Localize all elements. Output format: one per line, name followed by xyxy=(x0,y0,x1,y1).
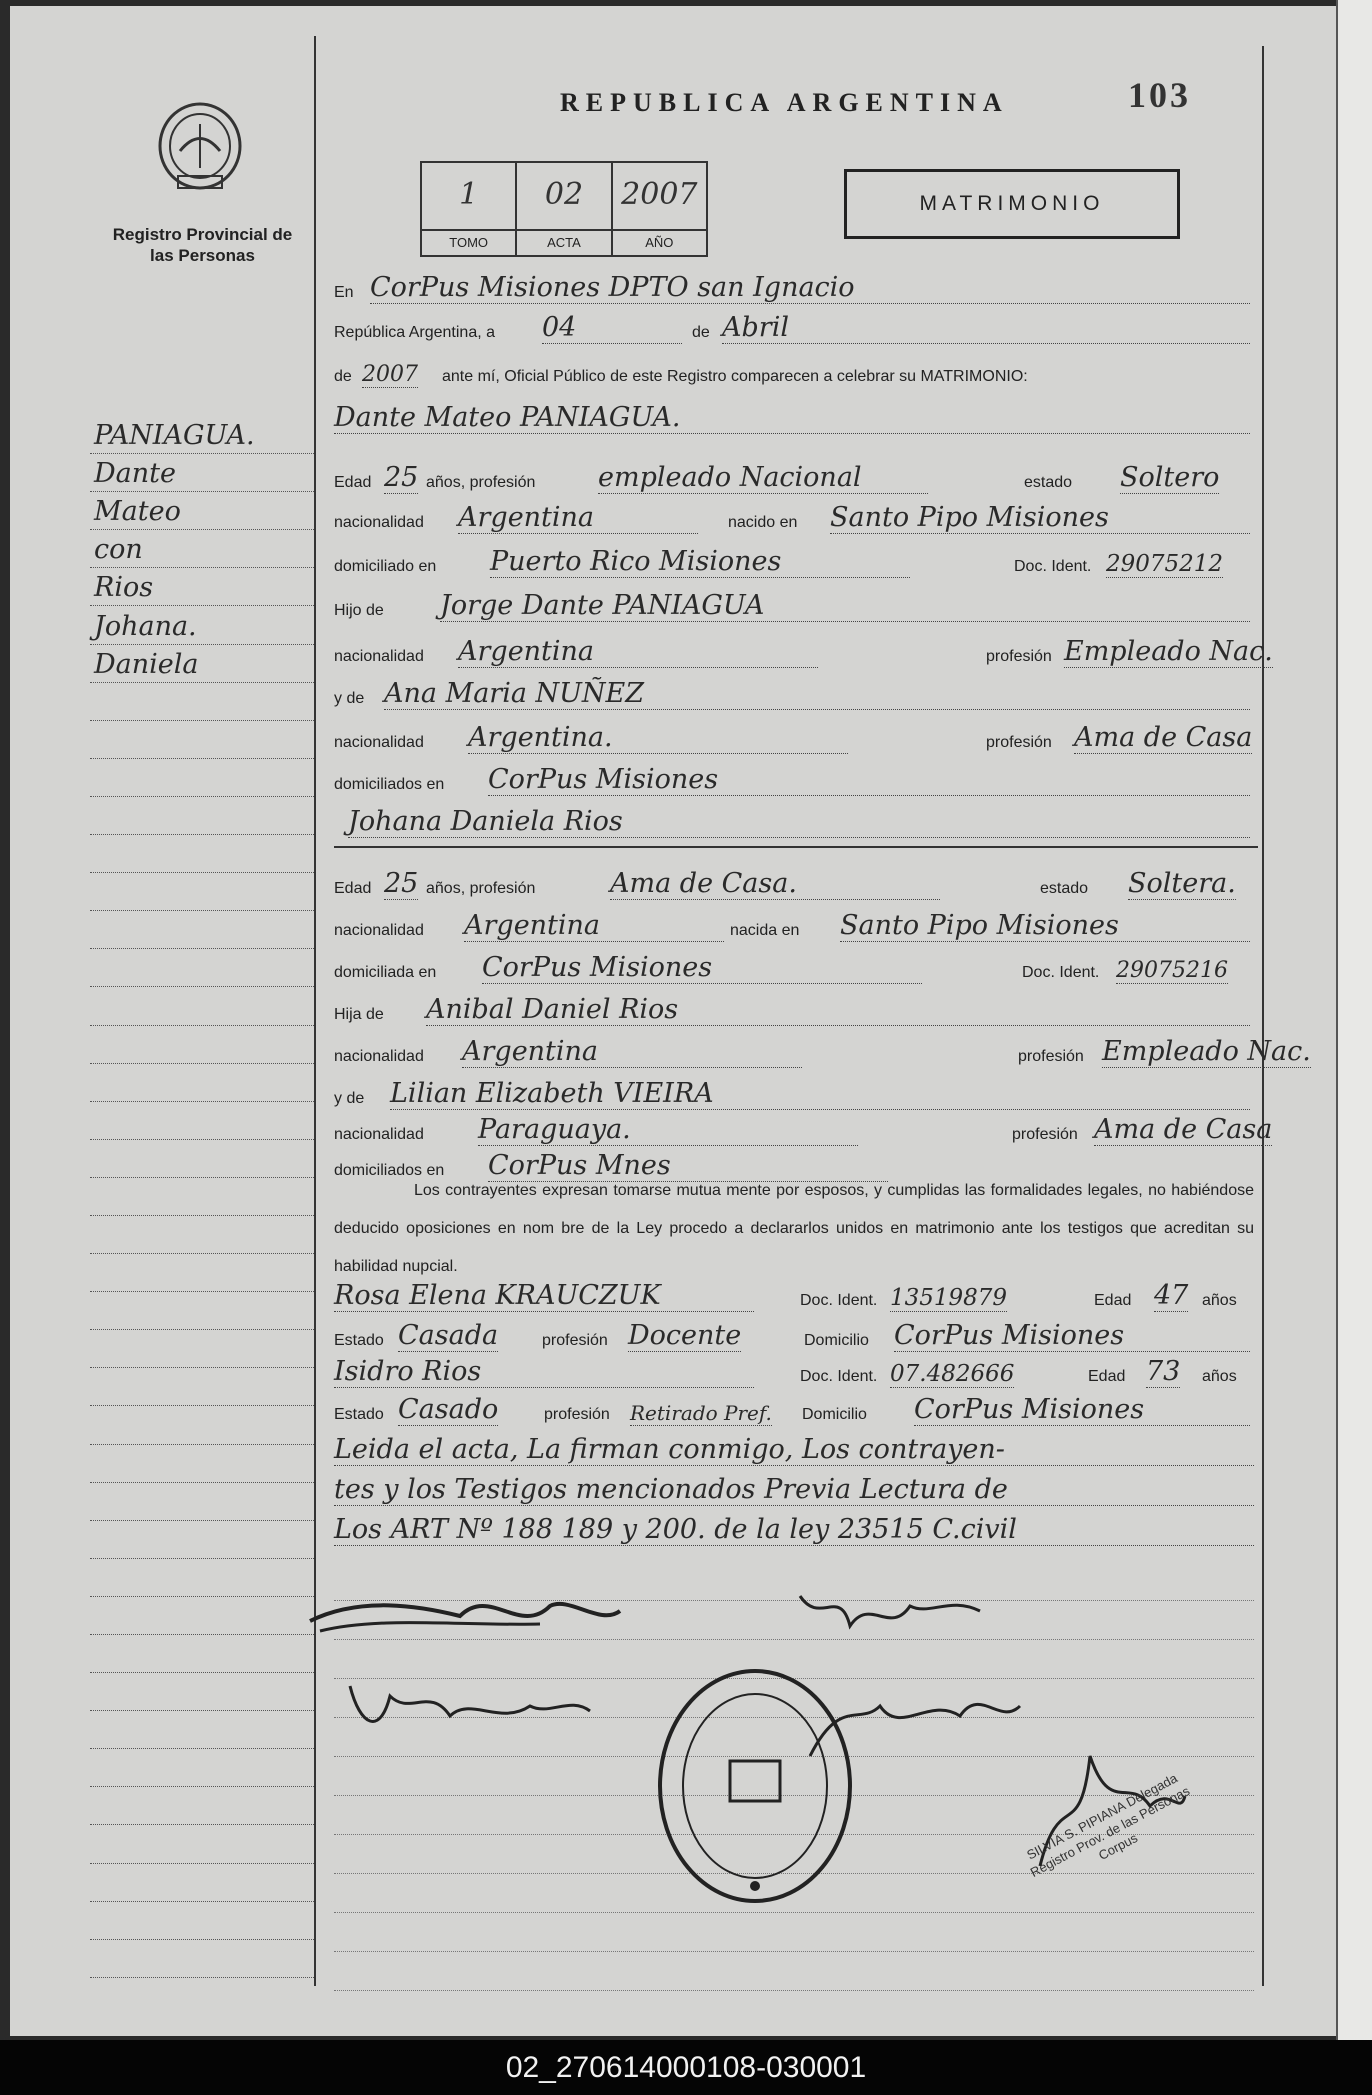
c2-madre: Lilian Elizabeth VIEIRA xyxy=(390,1078,1250,1110)
margin-line-item xyxy=(90,1902,314,1940)
signature-testigo-1 xyxy=(340,1666,600,1756)
t2-domicilio-label: Domicilio xyxy=(802,1406,867,1423)
margin-name: Johana. xyxy=(94,610,197,642)
row-c2-edad xyxy=(334,864,1260,904)
margin-name: Daniela xyxy=(94,648,199,680)
c1-domicilio: Puerto Rico Misiones xyxy=(490,546,910,578)
tomo-cell xyxy=(422,163,517,255)
margin-line-item xyxy=(90,1787,314,1825)
anio-value: 2007 xyxy=(362,362,418,387)
t1-domicilio-label: Domicilio xyxy=(804,1332,869,1349)
margin-line-item xyxy=(90,683,314,721)
c2-yde-label: y de xyxy=(334,1090,365,1107)
t1-anos-label: años xyxy=(1202,1292,1237,1309)
intro-text: ante mí, Oficial Público de este Registro comparecen a celebrar su MATRIMONIO: xyxy=(442,368,1028,385)
c1-dom-padres: CorPus Misiones xyxy=(488,764,1250,796)
margin-line-item xyxy=(90,835,314,873)
t2-doc-label: Doc. Ident. xyxy=(800,1368,878,1385)
margin-line-item xyxy=(90,1749,314,1787)
margin-line-item xyxy=(90,1216,314,1254)
row-cierre-1 xyxy=(334,1430,1260,1470)
row-c2-dom xyxy=(334,948,1260,988)
c1-nacido-label: nacido en xyxy=(728,514,798,531)
c2-nacida: Santo Pipo Misiones xyxy=(840,910,1250,942)
t2-edad: 73 xyxy=(1146,1356,1181,1387)
margin-line-item xyxy=(90,1445,314,1483)
acta-value: 02 xyxy=(544,177,584,212)
margin-line-item xyxy=(90,949,314,987)
row-c1-dom xyxy=(334,542,1260,582)
c1-madre: Ana Maria NUÑEZ xyxy=(384,678,1250,710)
signature-contrayente-1 xyxy=(300,1566,640,1656)
c2-padre-prof-label: profesión xyxy=(1018,1048,1084,1065)
row-c1-madre-nac xyxy=(334,718,1260,758)
tomo-label: TOMO xyxy=(422,229,515,255)
row-c1-dom-padres xyxy=(334,760,1260,800)
t2-nombre: Isidro Rios xyxy=(334,1356,754,1388)
row-c2-nombre xyxy=(334,802,1260,842)
margin-line-item xyxy=(90,1102,314,1140)
margin-line-item xyxy=(90,492,314,530)
c2-nac-label: nacionalidad xyxy=(334,922,424,939)
c2-profesion-label: años, profesión xyxy=(426,880,536,897)
c1-profesion-label: años, profesión xyxy=(426,474,536,491)
row-c1-padre xyxy=(334,586,1260,626)
margin-line-item xyxy=(90,721,314,759)
c1-madre-prof: Ama de Casa xyxy=(1074,722,1253,753)
row-t2-nombre xyxy=(334,1352,1260,1392)
margin-name: Rios xyxy=(94,572,154,604)
margin-line-item xyxy=(90,1368,314,1406)
margin-name: Mateo xyxy=(94,496,181,528)
c1-madre-nac: Argentina. xyxy=(468,722,848,754)
c2-madre-nac: Paraguaya. xyxy=(478,1114,858,1146)
c2-nombre: Johana Daniela Rios xyxy=(348,806,1250,838)
official-round-stamp xyxy=(650,1661,860,1911)
c1-yde-label: y de xyxy=(334,690,365,707)
row-fecha xyxy=(334,308,1260,348)
margin-line-item xyxy=(90,1940,314,1978)
t2-doc: 07.482666 xyxy=(890,1361,1015,1387)
c2-doc-label: Doc. Ident. xyxy=(1022,964,1100,981)
right-border-line xyxy=(1262,46,1264,1986)
en-label: En xyxy=(334,284,354,301)
tomo-value: 1 xyxy=(459,177,479,212)
margin-line-item xyxy=(90,911,314,949)
c2-doc: 29075216 xyxy=(1116,958,1228,983)
mes-value: Abril xyxy=(722,312,1250,344)
c1-estado-label: estado xyxy=(1024,474,1073,491)
oficial-stamp-text: SILVIA S. PIPIANA Delegada Registro Prov. de las Personas Corpus xyxy=(1024,1770,1193,1880)
margin-line-item xyxy=(90,1406,314,1444)
c1-dom-label: domiciliado en xyxy=(334,558,437,575)
c2-padre-nac-label: nacionalidad xyxy=(334,1048,424,1065)
c1-nombre: Dante Mateo PANIAGUA. xyxy=(334,402,1250,434)
c2-hija-label: Hija de xyxy=(334,1006,384,1023)
ano-value: 2007 xyxy=(621,177,698,212)
row-cierre-3 xyxy=(334,1510,1260,1550)
c1-nacionalidad: Argentina xyxy=(458,502,698,534)
c2-nacionalidad: Argentina xyxy=(464,910,724,942)
t2-profesion-label: profesión xyxy=(544,1406,610,1423)
c1-madre-prof-label: profesión xyxy=(986,734,1052,751)
t1-estado-label: Estado xyxy=(334,1332,384,1349)
cierre-line: tes y los Testigos mencionados Previa Lectura de xyxy=(334,1474,1254,1506)
row-c1-edad xyxy=(334,458,1260,498)
margin-line-item xyxy=(90,759,314,797)
t1-doc-label: Doc. Ident. xyxy=(800,1292,878,1309)
c1-edad-label: Edad xyxy=(334,474,372,491)
c2-madre-prof: Ama de Casa xyxy=(1094,1114,1273,1145)
margin-name: PANIAGUA. xyxy=(94,420,255,452)
declaracion-text: Los contrayentes expresan tomarse mutua mente por esposos, y cumplidas las formalidades legales, no habiéndose deducido oposiciones en nom bre de la Ley procedo a declararlos unidos en matrimonio ante los testigos que acreditan su habilidad nupcial. xyxy=(334,1182,1254,1275)
t1-estado: Casada xyxy=(398,1320,499,1351)
t1-edad: 47 xyxy=(1154,1280,1189,1311)
margin-line-item xyxy=(90,454,314,492)
t1-profesion: Docente xyxy=(628,1320,742,1351)
margin-line-item xyxy=(90,1292,314,1330)
ano-label: AÑO xyxy=(613,229,706,255)
registro-label: Registro Provincial de las Personas xyxy=(112,225,293,265)
c2-profesion: Ama de Casa. xyxy=(610,868,940,900)
t2-edad-label: Edad xyxy=(1088,1368,1126,1385)
t1-domicilio: CorPus Misiones xyxy=(894,1320,1250,1352)
margin-line-item xyxy=(90,1330,314,1368)
t1-doc: 13519879 xyxy=(890,1285,1008,1311)
row-c2-madre-nac xyxy=(334,1110,1273,1150)
t2-anos-label: años xyxy=(1202,1368,1237,1385)
dia-value: 04 xyxy=(542,312,682,344)
acta-label: ACTA xyxy=(517,229,610,255)
margin-line-item xyxy=(90,530,314,568)
margin-line-item xyxy=(90,1254,314,1292)
margin-line-item xyxy=(90,568,314,606)
c2-padre: Anibal Daniel Rios xyxy=(426,994,1250,1026)
c2-estado-label: estado xyxy=(1040,880,1089,897)
image-filename-footer: 02_270614000108-030001 xyxy=(0,2040,1372,2095)
row-cierre-2 xyxy=(334,1470,1260,1510)
t1-edad-label: Edad xyxy=(1094,1292,1132,1309)
tomo-acta-ano-box xyxy=(420,161,708,257)
row-c2-padre-nac xyxy=(334,1032,1311,1072)
row-c2-nac xyxy=(334,906,1260,946)
c2-padre-nac: Argentina xyxy=(462,1036,802,1068)
margin-line-item xyxy=(90,606,314,644)
row-anio xyxy=(334,352,1260,392)
margin-line-item xyxy=(90,1673,314,1711)
margin-line-item xyxy=(90,1521,314,1559)
margin-line xyxy=(314,36,316,1986)
t2-estado: Casado xyxy=(398,1394,499,1425)
c2-dom-padres: CorPus Mnes xyxy=(488,1150,888,1182)
c2-madre-nac-label: nacionalidad xyxy=(334,1126,424,1143)
margin-line-item xyxy=(90,1825,314,1863)
c1-padre-nac-label: nacionalidad xyxy=(334,648,424,665)
margin-line-item xyxy=(90,1178,314,1216)
c1-padre-nac: Argentina xyxy=(458,636,818,668)
c1-profesion: empleado Nacional xyxy=(598,462,928,494)
folio-number: 103 xyxy=(1128,75,1191,115)
contrayentes-separator xyxy=(334,846,1258,848)
margin-line-item xyxy=(90,987,314,1025)
signature-contrayente-2 xyxy=(790,1576,990,1656)
c2-dom-padres-label: domiciliados en xyxy=(334,1162,445,1179)
row-c2-madre xyxy=(334,1074,1260,1114)
de2-label: de xyxy=(334,368,352,385)
t1-nombre: Rosa Elena KRAUCZUK xyxy=(334,1280,754,1312)
margin-line-item xyxy=(90,797,314,835)
margin-line-item xyxy=(90,1026,314,1064)
lugar-value: CorPus Misiones DPTO san Ignacio xyxy=(370,272,1250,304)
margin-name: Dante xyxy=(94,458,176,490)
ano-cell xyxy=(613,163,706,255)
row-c1-nombre xyxy=(334,398,1260,438)
acta-cell xyxy=(517,163,612,255)
c2-edad-label: Edad xyxy=(334,880,372,897)
margin-line-item xyxy=(90,1864,314,1902)
margin-line-item xyxy=(90,1597,314,1635)
c1-doc-label: Doc. Ident. xyxy=(1014,558,1092,575)
c1-hijo-label: Hijo de xyxy=(334,602,384,619)
row-t2-estado xyxy=(334,1390,1260,1430)
t2-domicilio: CorPus Misiones xyxy=(914,1394,1250,1426)
margin-name: con xyxy=(94,534,143,566)
c2-nacida-label: nacida en xyxy=(730,922,800,939)
cierre-line: Los ART Nº 188 189 y 200. de la ley 23515 C.civil xyxy=(334,1514,1254,1546)
row-c1-padre-nac xyxy=(334,632,1273,672)
acta-page xyxy=(10,6,1340,2036)
margin-line-item xyxy=(90,1711,314,1749)
row-c1-nac xyxy=(334,498,1260,538)
margin-line-item xyxy=(90,645,314,683)
c2-madre-prof-label: profesión xyxy=(1012,1126,1078,1143)
margin-line-item xyxy=(90,873,314,911)
c2-domicilio: CorPus Misiones xyxy=(482,952,922,984)
c1-padre-prof: Empleado Nac. xyxy=(1064,636,1273,667)
c2-dom-label: domiciliada en xyxy=(334,964,437,981)
matrimonio-box: MATRIMONIO xyxy=(844,169,1180,239)
c2-padre-prof: Empleado Nac. xyxy=(1102,1036,1311,1067)
c1-padre-prof-label: profesión xyxy=(986,648,1052,665)
row-t1-estado xyxy=(334,1316,1260,1356)
c1-dom-padres-label: domiciliados en xyxy=(334,776,445,793)
margin-line-item xyxy=(90,1559,314,1597)
c2-edad: 25 xyxy=(384,868,419,899)
t1-profesion-label: profesión xyxy=(542,1332,608,1349)
margin-line-item xyxy=(90,1140,314,1178)
de-label: de xyxy=(692,324,710,341)
row-c2-padre xyxy=(334,990,1260,1030)
c1-doc: 29075212 xyxy=(1106,551,1224,577)
margin-line-item xyxy=(90,416,314,454)
c1-padre: Jorge Dante PANIAGUA xyxy=(440,590,1250,622)
c1-edad: 25 xyxy=(384,462,419,493)
c2-estado: Soltera. xyxy=(1128,868,1236,899)
margin-line-item xyxy=(90,1064,314,1102)
c1-madre-nac-label: nacionalidad xyxy=(334,734,424,751)
margin-notes xyxy=(90,416,314,1978)
margin-line-item xyxy=(90,1483,314,1521)
republica-label: República Argentina, a xyxy=(334,324,495,341)
row-lugar xyxy=(334,268,1260,308)
row-c1-madre xyxy=(334,674,1260,714)
c1-nacido: Santo Pipo Misiones xyxy=(830,502,1250,534)
row-t1-nombre xyxy=(334,1276,1260,1316)
coat-of-arms-seal xyxy=(150,96,250,206)
book-spine xyxy=(1336,0,1372,2050)
c1-nac-label: nacionalidad xyxy=(334,514,424,531)
republica-title: REPUBLICA ARGENTINA xyxy=(560,88,1009,117)
margin-line-item xyxy=(90,1635,314,1673)
c1-estado: Soltero xyxy=(1120,462,1220,493)
t2-estado-label: Estado xyxy=(334,1406,384,1423)
cierre-line: Leida el acta, La firman conmigo, Los contrayen- xyxy=(334,1434,1254,1466)
t2-profesion: Retirado Pref. xyxy=(630,1401,772,1425)
